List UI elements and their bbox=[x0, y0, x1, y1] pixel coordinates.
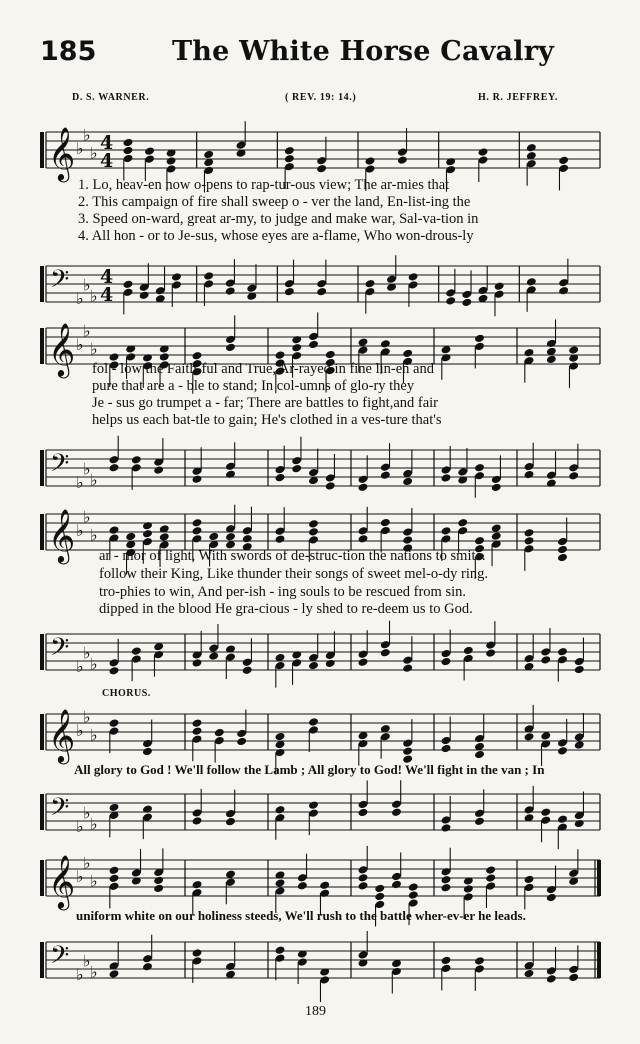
note-head bbox=[524, 470, 535, 480]
flat-icon: ♭ bbox=[90, 286, 98, 306]
note-head bbox=[474, 334, 485, 344]
note-head bbox=[316, 287, 327, 297]
flat-icon: ♭ bbox=[83, 951, 91, 971]
note-head bbox=[365, 279, 376, 289]
note-head bbox=[526, 277, 537, 287]
note-head bbox=[557, 647, 568, 657]
note-head bbox=[192, 718, 203, 728]
note-head bbox=[474, 536, 485, 546]
note-head bbox=[358, 483, 369, 493]
treble-clef-icon: 𝄞 bbox=[48, 322, 76, 376]
flat-icon: ♭ bbox=[76, 473, 84, 492]
flat-icon: ♭ bbox=[76, 721, 84, 740]
note-head bbox=[242, 534, 253, 544]
note-head bbox=[275, 805, 286, 815]
note-head bbox=[139, 290, 150, 300]
note-head bbox=[441, 823, 452, 833]
note-head bbox=[325, 659, 336, 669]
flat-icon: ♭ bbox=[90, 725, 98, 745]
note-head bbox=[474, 750, 485, 760]
note-head bbox=[358, 873, 369, 883]
composer-credit: H. R. JEFFREY. bbox=[478, 92, 558, 103]
note-head bbox=[153, 465, 164, 475]
verse-2-line-2: pure that are a - ble to stand; In col-umns of glo-ry they bbox=[92, 378, 415, 394]
bass-clef-icon: 𝄢 bbox=[50, 449, 70, 484]
note-head bbox=[540, 655, 551, 665]
note-head bbox=[568, 345, 579, 355]
verse-4-line-1: 4. All hon - or to Je-sus, whose eyes are a-flame, Who won-drous-ly bbox=[78, 228, 474, 244]
page-number: 189 bbox=[305, 1004, 326, 1019]
note-head bbox=[275, 350, 286, 360]
note-head bbox=[192, 948, 203, 958]
chorus-line-2: uniform white on our holiness steeds, We'll rush to the battle wher-ev-er he leads. bbox=[76, 908, 526, 923]
note-head bbox=[524, 969, 535, 979]
note-head bbox=[144, 146, 155, 156]
note-head bbox=[275, 878, 286, 888]
note-head bbox=[275, 732, 286, 742]
verse-2-line-3: follow their King, Like thunder their songs of sweet mel-o-dy ring. bbox=[99, 566, 489, 582]
chorus-label: CHORUS. bbox=[102, 688, 151, 699]
flat-icon: ♭ bbox=[76, 657, 84, 676]
note-head bbox=[203, 150, 214, 160]
note-head bbox=[109, 463, 120, 473]
note-head bbox=[524, 536, 535, 546]
note-head bbox=[557, 746, 568, 756]
note-head bbox=[325, 481, 336, 491]
verse-3-line-3: tro-phies to win, And per-ish - ing souls to be rescued from sin. bbox=[99, 584, 466, 600]
flat-icon: ♭ bbox=[83, 853, 91, 873]
treble-clef-icon: 𝄞 bbox=[48, 508, 76, 562]
time-signature-bottom: 4 bbox=[100, 284, 114, 306]
scripture-reference: ( REV. 19: 14.) bbox=[285, 92, 357, 103]
note-head bbox=[557, 553, 568, 563]
note-head bbox=[109, 866, 120, 876]
flat-icon: ♭ bbox=[90, 814, 98, 834]
music-system-5 bbox=[0, 846, 640, 908]
bass-staff-4 bbox=[0, 780, 640, 842]
note-head bbox=[192, 816, 203, 826]
note-head bbox=[485, 865, 496, 875]
note-head bbox=[109, 874, 120, 884]
note-head bbox=[225, 532, 236, 542]
note-head bbox=[574, 665, 585, 675]
bass-clef-icon: 𝄢 bbox=[50, 265, 70, 300]
note-head bbox=[131, 455, 142, 465]
note-head bbox=[380, 339, 391, 349]
note-head bbox=[402, 477, 413, 487]
note-head bbox=[441, 526, 452, 536]
note-head bbox=[308, 527, 319, 537]
note-head bbox=[441, 473, 452, 483]
note-head bbox=[166, 156, 177, 166]
note-head bbox=[208, 532, 219, 542]
note-head bbox=[524, 732, 535, 742]
note-head bbox=[142, 962, 153, 972]
time-signature-bottom: 4 bbox=[100, 150, 114, 172]
note-head bbox=[203, 271, 214, 281]
note-head bbox=[171, 272, 182, 282]
note-head bbox=[574, 740, 585, 750]
note-head bbox=[408, 272, 419, 282]
verse-1-line-1: 1. Lo, heav-en now o-pens to rap-tur-ous view; The ar-mies that bbox=[78, 177, 450, 193]
flat-icon: ♭ bbox=[83, 707, 91, 727]
note-head bbox=[109, 969, 120, 979]
note-head bbox=[485, 873, 496, 883]
note-head bbox=[123, 280, 134, 290]
note-head bbox=[441, 657, 452, 667]
note-head bbox=[358, 534, 369, 544]
note-head bbox=[558, 156, 569, 166]
note-head bbox=[275, 534, 286, 544]
note-head bbox=[109, 718, 120, 728]
flat-icon: ♭ bbox=[76, 867, 84, 886]
note-head bbox=[284, 154, 295, 164]
flat-icon: ♭ bbox=[76, 521, 84, 540]
note-head bbox=[402, 746, 413, 756]
note-head bbox=[142, 529, 153, 539]
note-head bbox=[441, 744, 452, 754]
verse-4-line-2: helps us each bat-tle to gain; He's clothed in a ves-ture that's bbox=[92, 412, 442, 428]
note-head bbox=[526, 143, 537, 153]
note-head bbox=[380, 648, 391, 658]
bass-clef-icon: 𝄢 bbox=[50, 633, 70, 668]
note-head bbox=[192, 474, 203, 484]
flat-icon: ♭ bbox=[76, 817, 84, 836]
flat-icon: ♭ bbox=[90, 339, 98, 359]
note-head bbox=[225, 286, 236, 296]
note-head bbox=[291, 335, 302, 345]
hymn-title: The White Horse Cavalry bbox=[172, 36, 555, 67]
flat-icon: ♭ bbox=[83, 459, 91, 479]
note-head bbox=[441, 883, 452, 893]
note-head bbox=[445, 157, 456, 167]
flat-icon: ♭ bbox=[90, 470, 98, 490]
flat-icon: ♭ bbox=[83, 275, 91, 295]
flat-icon: ♭ bbox=[83, 643, 91, 663]
hymn-number: 185 bbox=[40, 36, 97, 67]
note-head bbox=[159, 532, 170, 542]
note-head bbox=[142, 521, 153, 531]
music-system-1 bbox=[0, 118, 640, 180]
note-head bbox=[236, 737, 247, 747]
verse-3-line-2: Je - sus go trumpet a - far; There are battles to fight,and fair bbox=[92, 395, 438, 411]
note-head bbox=[574, 819, 585, 829]
note-head bbox=[308, 519, 319, 529]
verse-1-line-2: fol - low the Faith-ful and True, Ar-rayed in fine lin-en and bbox=[92, 361, 434, 377]
note-head bbox=[192, 726, 203, 736]
note-head bbox=[402, 349, 413, 359]
chorus-line-1: All glory to God ! We'll follow the Lamb ; All glory to God! We'll fight in the van ; In bbox=[74, 762, 545, 777]
flat-icon: ♭ bbox=[90, 654, 98, 674]
note-head bbox=[540, 731, 551, 741]
bass-staff-3 bbox=[0, 620, 640, 682]
note-head bbox=[380, 518, 391, 528]
note-head bbox=[491, 483, 502, 493]
note-head bbox=[319, 881, 330, 891]
flat-icon: ♭ bbox=[83, 321, 91, 341]
note-head bbox=[109, 803, 120, 813]
note-head bbox=[568, 471, 579, 481]
note-head bbox=[441, 875, 452, 885]
note-head bbox=[402, 535, 413, 545]
note-head bbox=[109, 666, 120, 676]
note-head bbox=[153, 884, 164, 894]
verse-2-line-1: 2. This campaign of fire shall sweep o - ver the land, En-list-ing the bbox=[78, 194, 471, 210]
note-head bbox=[109, 525, 120, 535]
flat-icon: ♭ bbox=[90, 525, 98, 545]
note-head bbox=[192, 351, 203, 361]
note-head bbox=[391, 807, 402, 817]
note-head bbox=[123, 138, 134, 148]
note-head bbox=[365, 156, 376, 166]
note-head bbox=[308, 717, 319, 727]
note-head bbox=[291, 464, 302, 474]
note-head bbox=[374, 884, 385, 894]
note-head bbox=[380, 470, 391, 480]
time-signature-top: 4 bbox=[100, 266, 114, 288]
bass-staff-1 bbox=[0, 252, 640, 314]
note-head bbox=[131, 646, 142, 656]
note-head bbox=[474, 463, 485, 473]
note-head bbox=[546, 893, 557, 903]
note-head bbox=[308, 340, 319, 350]
note-head bbox=[397, 155, 408, 165]
note-head bbox=[192, 518, 203, 528]
note-head bbox=[557, 545, 568, 555]
note-head bbox=[524, 348, 535, 358]
note-head bbox=[524, 875, 535, 885]
treble-clef-icon: 𝄞 bbox=[48, 854, 76, 908]
note-head bbox=[142, 804, 153, 814]
note-head bbox=[291, 343, 302, 353]
note-head bbox=[445, 296, 456, 306]
note-head bbox=[374, 892, 385, 902]
note-head bbox=[546, 974, 557, 984]
note-head bbox=[225, 817, 236, 827]
treble-clef-icon: 𝄞 bbox=[48, 708, 76, 762]
note-head bbox=[478, 147, 489, 157]
note-head bbox=[308, 661, 319, 671]
flat-icon: ♭ bbox=[76, 335, 84, 354]
note-head bbox=[568, 973, 579, 983]
note-head bbox=[457, 518, 468, 528]
flat-icon: ♭ bbox=[90, 871, 98, 891]
flat-icon: ♭ bbox=[76, 139, 84, 158]
bass-clef-icon: 𝄢 bbox=[50, 793, 70, 828]
bass-staff-5 bbox=[0, 928, 640, 990]
note-head bbox=[225, 343, 236, 353]
note-head bbox=[474, 817, 485, 827]
verse-3-line-1: 3. Speed on-ward, great ar-my, to judge and make war, Sal-va-tion in bbox=[78, 211, 479, 227]
note-head bbox=[192, 880, 203, 890]
note-head bbox=[408, 890, 419, 900]
note-head bbox=[214, 728, 225, 738]
note-head bbox=[284, 287, 295, 297]
note-head bbox=[463, 646, 474, 656]
note-head bbox=[275, 945, 286, 955]
note-head bbox=[142, 747, 153, 757]
note-head bbox=[123, 146, 134, 156]
note-head bbox=[494, 281, 505, 291]
author-credit: D. S. WARNER. bbox=[72, 92, 150, 103]
verse-4-line-3: dipped in the blood He gra-cious - ly shed to re-deem us to God. bbox=[99, 601, 473, 617]
flat-icon: ♭ bbox=[83, 125, 91, 145]
note-head bbox=[297, 881, 308, 891]
note-head bbox=[125, 532, 136, 542]
note-head bbox=[463, 884, 474, 894]
flat-icon: ♭ bbox=[76, 965, 84, 984]
note-head bbox=[408, 882, 419, 892]
note-head bbox=[485, 648, 496, 658]
treble-clef-icon: 𝄞 bbox=[48, 126, 76, 180]
note-head bbox=[308, 800, 319, 810]
note-head bbox=[316, 164, 327, 174]
music-system-4 bbox=[0, 700, 640, 762]
note-head bbox=[153, 876, 164, 886]
note-head bbox=[192, 658, 203, 668]
flat-icon: ♭ bbox=[76, 289, 84, 308]
note-head bbox=[474, 956, 485, 966]
note-head bbox=[284, 146, 295, 156]
note-head bbox=[402, 663, 413, 673]
note-head bbox=[242, 665, 253, 675]
flat-icon: ♭ bbox=[90, 143, 98, 163]
note-head bbox=[540, 807, 551, 817]
note-head bbox=[192, 526, 203, 536]
note-head bbox=[358, 808, 369, 818]
note-head bbox=[325, 350, 336, 360]
note-head bbox=[208, 651, 219, 661]
note-head bbox=[546, 478, 557, 488]
time-signature-top: 4 bbox=[100, 132, 114, 154]
flat-icon: ♭ bbox=[83, 507, 91, 527]
flat-icon: ♭ bbox=[90, 962, 98, 982]
note-head bbox=[546, 355, 557, 365]
note-head bbox=[225, 470, 236, 480]
note-head bbox=[558, 286, 569, 296]
note-head bbox=[491, 523, 502, 533]
flat-icon: ♭ bbox=[83, 803, 91, 823]
note-head bbox=[524, 528, 535, 538]
note-head bbox=[358, 657, 369, 667]
bass-clef-icon: 𝄢 bbox=[50, 941, 70, 976]
note-head bbox=[275, 473, 286, 483]
note-head bbox=[491, 531, 502, 541]
verse-1-line-3: ar - mor of light, With swords of de-struc-tion the nations to smite. bbox=[99, 548, 486, 564]
note-head bbox=[557, 814, 568, 824]
note-head bbox=[441, 956, 452, 966]
bass-staff-2 bbox=[0, 436, 640, 498]
note-head bbox=[358, 337, 369, 347]
note-head bbox=[461, 298, 472, 308]
note-head bbox=[358, 881, 369, 891]
note-head bbox=[391, 880, 402, 890]
